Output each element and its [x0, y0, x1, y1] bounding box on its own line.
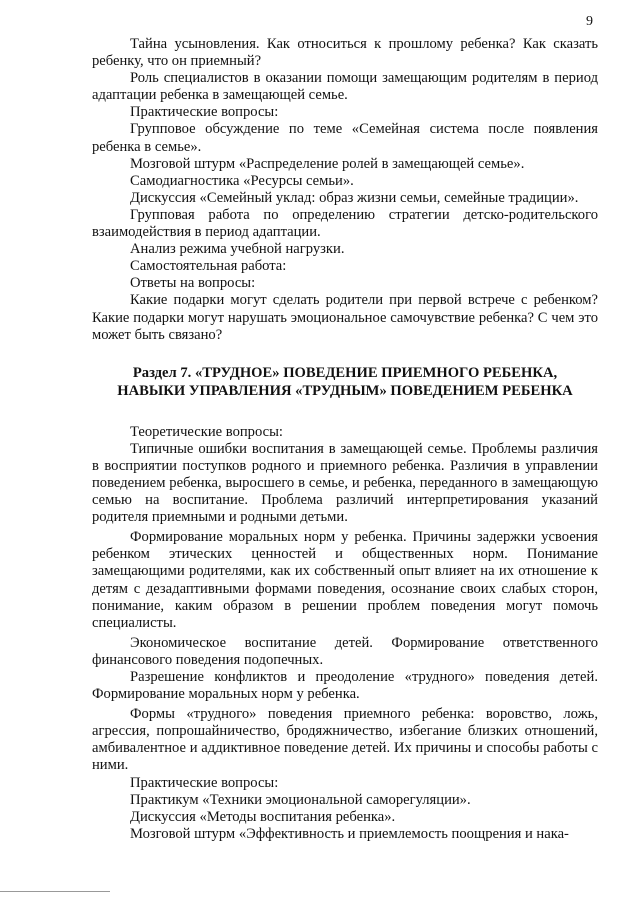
- section-heading: [92, 364, 598, 400]
- page-number: 9: [586, 14, 593, 29]
- paragraph: Групповая работа по определению стратегии детско-родительского взаимодействия в период адаптации.: [92, 206, 598, 241]
- footer-rule: [0, 891, 110, 892]
- paragraph: Роль специалистов в оказании помощи замещающим родителям в период адаптации ребенка в замещающей семье.: [92, 70, 598, 104]
- paragraph: Дискуссия «Семейный уклад: образ жизни семьи, семейные традиции».: [130, 189, 579, 206]
- paragraph: Экономическое воспитание детей. Формирование ответственного финансового поведения подопечных.: [92, 634, 598, 668]
- paragraph: Практикум «Техники эмоциональной саморегуляции».: [130, 791, 471, 808]
- paragraph: Формы «трудного» поведения приемного ребенка: воровство, ложь, агрессия, попрошайничество, бродяжничество, избегание близких отношений, амбивалентное и аддиктивное поведение детей. Их причины и способы работы с ними.: [92, 706, 598, 774]
- paragraph: Формирование моральных норм у ребенка. Причины задержки усвоения ребенком этических ценностей и общественных норм. Понимание замещающими родителями, как их собственный опыт влияет на их отношение к детям с дезадаптивными формами поведения, осознание своих слабых сторон, понимание, каким образом в решении проблем поведения могут помочь специалисты.: [92, 529, 598, 631]
- paragraph: Дискуссия «Методы воспитания ребенка».: [130, 808, 396, 825]
- paragraph: Типичные ошибки воспитания в замещающей семье. Проблемы различия в восприятии поступков родного и приемного ребенка. Различия в управлении поведением ребенка, выросшего в семье, и ребенка, переданного в замещающую семью на воспитание. Проблема различий интерпретирования указаний родителя приемными и родными детьми.: [92, 440, 598, 526]
- paragraph: Тайна усыновления. Как относиться к прошлому ребенка? Как сказать ребенку, что он приемный?: [92, 36, 598, 70]
- paragraph: Ответы на вопросы:: [130, 275, 256, 292]
- paragraph: Самостоятельная работа:: [130, 258, 287, 275]
- paragraph: Разрешение конфликтов и преодоление «трудного» поведения детей. Формирование моральных норм у ребенка.: [92, 669, 598, 703]
- paragraph: Анализ режима учебной нагрузки.: [130, 241, 345, 258]
- paragraph: Мозговой штурм «Эффективность и приемлемость поощрения и нака-: [130, 825, 569, 842]
- section-heading-line-1: Раздел 7. «ТРУДНОЕ» ПОВЕДЕНИЕ ПРИЕМНОГО РЕБЕНКА,: [132, 364, 558, 381]
- paragraph: Мозговой штурм «Распределение ролей в замещающей семье».: [130, 155, 525, 172]
- section-heading-line-2: НАВЫКИ УПРАВЛЕНИЯ «ТРУДНЫМ» ПОВЕДЕНИЕМ РЕБЕНКА: [117, 382, 573, 399]
- paragraph: Самодиагностика «Ресурсы семьи».: [130, 172, 354, 189]
- paragraph: Теоретические вопросы:: [130, 423, 283, 440]
- paragraph: Какие подарки могут сделать родители при первой встрече с ребенком? Какие подарки могут нарушать эмоциональное самочувствие ребенка? С чем это может быть связано?: [92, 292, 598, 343]
- paragraph: Практические вопросы:: [130, 104, 279, 121]
- page-content: [92, 36, 598, 843]
- paragraph: Практические вопросы:: [130, 774, 279, 791]
- paragraph: Групповое обсуждение по теме «Семейная система после появления ребенка в семье».: [92, 121, 598, 155]
